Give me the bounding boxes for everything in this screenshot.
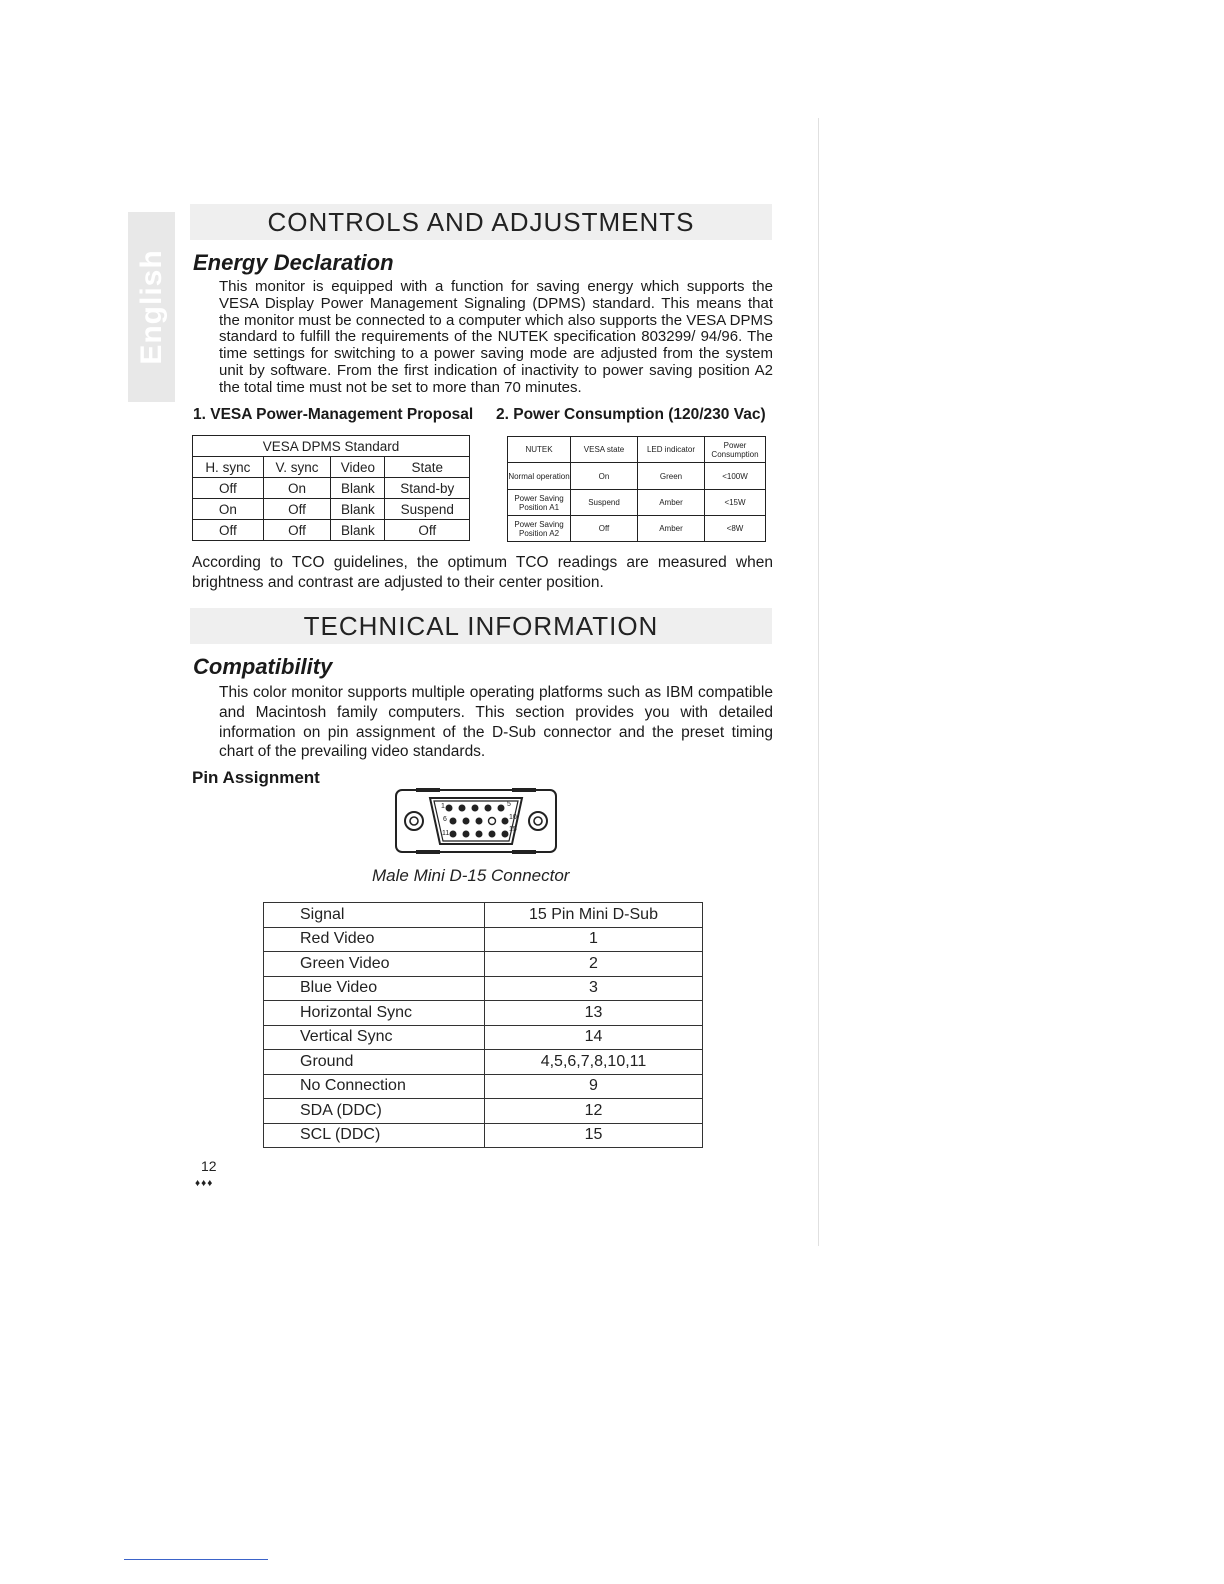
header-cell: 15 Pin Mini D-Sub xyxy=(485,903,703,928)
table-row xyxy=(264,952,703,977)
language-side-tab xyxy=(128,212,175,402)
table-cell: Off xyxy=(193,478,264,499)
table-cell: Green xyxy=(638,463,705,490)
table-row xyxy=(264,976,703,1001)
table-cell: <15W xyxy=(705,490,766,516)
tco-note-paragraph: According to TCO guidelines, the optimum TCO readings are measured when brightness and contrast are adjusted to their center position. xyxy=(192,554,773,591)
pin-label-11: 11 xyxy=(442,830,450,837)
table-row xyxy=(193,478,470,499)
table-cell: No Connection xyxy=(264,1074,485,1099)
vesa-dpms-table xyxy=(192,435,470,541)
pin-label-5: 5 xyxy=(507,801,511,808)
header-cell: H. sync xyxy=(193,457,264,478)
table-header-row xyxy=(193,457,470,478)
table-cell: Horizontal Sync xyxy=(264,1001,485,1026)
bottom-rule xyxy=(124,1559,268,1560)
table-cell: Normal operation xyxy=(508,463,571,490)
table-row xyxy=(264,1025,703,1050)
header-cell: Signal xyxy=(264,903,485,928)
table-row xyxy=(193,499,470,520)
table-row xyxy=(264,1050,703,1075)
table-row xyxy=(508,490,766,516)
left-screw-icon xyxy=(405,812,423,830)
table-cell: Blue Video xyxy=(264,976,485,1001)
table-cell: SDA (DDC) xyxy=(264,1099,485,1124)
table-cell: Off xyxy=(263,520,331,541)
d15-connector-diagram xyxy=(394,786,558,856)
header-cell: VESA state xyxy=(571,437,638,463)
header-cell: State xyxy=(385,457,470,478)
table-row xyxy=(264,1001,703,1026)
controls-banner xyxy=(190,204,772,240)
table-row xyxy=(193,520,470,541)
table-cell: Red Video xyxy=(264,927,485,952)
pin-assignment-table xyxy=(263,902,703,1148)
technical-banner xyxy=(190,608,772,644)
table-cell: On xyxy=(193,499,264,520)
compatibility-heading: Compatibility xyxy=(193,654,333,679)
table-cell: On xyxy=(263,478,331,499)
table-cell: Green Video xyxy=(264,952,485,977)
table-cell: 4,5,6,7,8,10,11 xyxy=(485,1050,703,1075)
pin-label-1: 1 xyxy=(441,803,445,810)
table-cell: SCL (DDC) xyxy=(264,1123,485,1148)
compatibility-paragraph: This color monitor supports multiple operating platforms such as IBM compatible and Macintosh family computers. This section provides you with detailed information on pin assignment of the D-Sub connector and the preset timing chart of the prevailing video standards. xyxy=(219,684,773,761)
table-cell: Stand-by xyxy=(385,478,470,499)
table-cell: <100W xyxy=(705,463,766,490)
table-cell: Amber xyxy=(638,516,705,542)
table-cell: 12 xyxy=(485,1099,703,1124)
power-consumption-table xyxy=(507,436,766,542)
page-number: 12 xyxy=(201,1158,217,1174)
section-title-controls: CONTROLS AND ADJUSTMENTS xyxy=(267,207,695,237)
vesa-proposal-label: 1. VESA Power-Management Proposal xyxy=(193,406,474,423)
header-cell: NUTEK xyxy=(508,437,571,463)
pin-label-10: 10 xyxy=(509,814,517,821)
table-cell: Power Saving Position A1 xyxy=(508,490,571,516)
table-cell: Suspend xyxy=(385,499,470,520)
header-cell: Power Consumption xyxy=(705,437,766,463)
pin-assignment-label: Pin Assignment xyxy=(192,768,320,787)
table-cell: Power Saving Position A2 xyxy=(508,516,571,542)
pin-row-3 xyxy=(450,831,509,838)
header-cell: Video xyxy=(331,457,385,478)
table-cell: 3 xyxy=(485,976,703,1001)
table-cell: 15 xyxy=(485,1123,703,1148)
table-cell: Off xyxy=(571,516,638,542)
pin-row-2 xyxy=(450,818,509,825)
table-cell: Ground xyxy=(264,1050,485,1075)
pin-label-15: 15 xyxy=(509,826,517,833)
table-cell: 9 xyxy=(485,1074,703,1099)
right-screw-icon xyxy=(529,812,547,830)
table-cell: Off xyxy=(385,520,470,541)
table-header-row xyxy=(264,903,703,928)
table-row xyxy=(264,1123,703,1148)
table-header-row xyxy=(508,437,766,463)
table-cell: 2 xyxy=(485,952,703,977)
table-cell: Blank xyxy=(331,499,385,520)
table-row xyxy=(264,1099,703,1124)
energy-declaration-paragraph: This monitor is equipped with a function for saving energy which supports the VESA Display Power Management Signaling (DPMS) standard. This means that the monitor must be connected to a computer which also supports the VESA DPMS standard to fulfill the requirements of the NUTEK specification 803299/ 94/96. The time settings for switching to a power saving mode are adjusted from the system unit by software. From the first indication of inactivity to power saving position A2 the total time must not be set to more than 70 minutes. xyxy=(219,278,773,396)
table-cell: 1 xyxy=(485,927,703,952)
table-cell: Blank xyxy=(331,520,385,541)
table-cell: Blank xyxy=(331,478,385,499)
power-consumption-label: 2. Power Consumption (120/230 Vac) xyxy=(496,406,766,423)
table-row xyxy=(508,463,766,490)
table-row xyxy=(264,927,703,952)
pin-label-6: 6 xyxy=(443,816,447,823)
table-cell: 14 xyxy=(485,1025,703,1050)
diamond-ornament-icon: ♦♦♦ xyxy=(195,1178,214,1189)
language-tab-label: English xyxy=(134,249,168,365)
pin-row-1 xyxy=(446,805,505,812)
table-cell: Off xyxy=(263,499,331,520)
table-cell: Amber xyxy=(638,490,705,516)
connector-caption: Male Mini D-15 Connector xyxy=(372,866,570,885)
page-fold-line xyxy=(818,118,819,1246)
energy-declaration-heading: Energy Declaration xyxy=(193,250,394,275)
table-title-cell: VESA DPMS Standard xyxy=(193,436,470,457)
header-cell: V. sync xyxy=(263,457,331,478)
table-cell: Off xyxy=(193,520,264,541)
header-cell: LED indicator xyxy=(638,437,705,463)
table-cell: Vertical Sync xyxy=(264,1025,485,1050)
table-row xyxy=(193,436,470,457)
table-cell: 13 xyxy=(485,1001,703,1026)
table-cell: On xyxy=(571,463,638,490)
table-row xyxy=(264,1074,703,1099)
table-cell: Suspend xyxy=(571,490,638,516)
table-cell: <8W xyxy=(705,516,766,542)
table-row xyxy=(508,516,766,542)
section-title-technical: TECHNICAL INFORMATION xyxy=(303,611,659,641)
